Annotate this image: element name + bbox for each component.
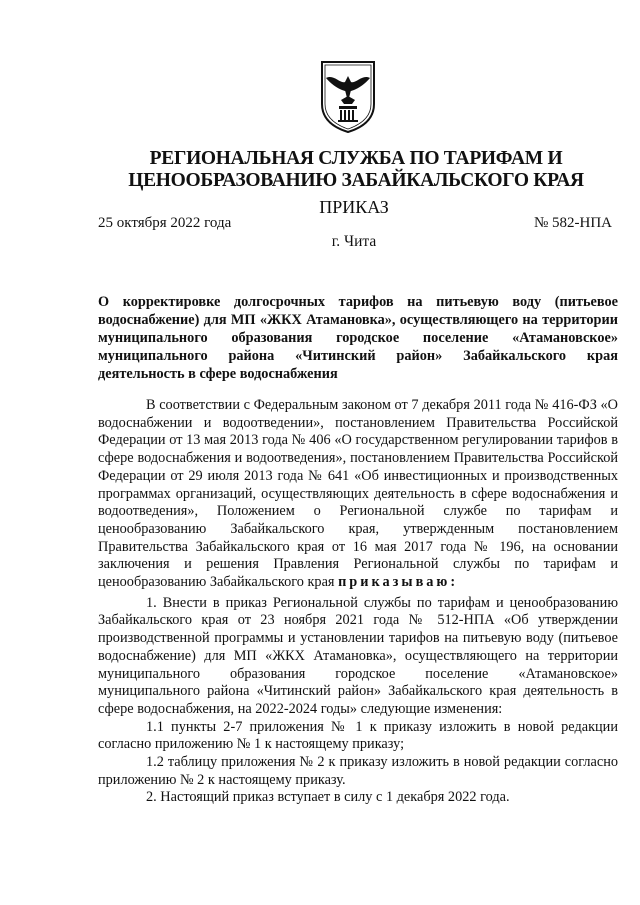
coat-of-arms-emblem	[318, 58, 378, 134]
document-body	[98, 397, 618, 807]
order-word: приказываю:	[338, 574, 459, 591]
order-item-1-2: 1.2 таблицу приложения № 2 к приказу изложить в новой редакции согласно приложению № 2 к настоящему приказу.	[98, 754, 618, 788]
document-number: № 582-НПА	[533, 215, 612, 231]
order-item-1-1: 1.1 пункты 2-7 приложения № 1 к приказу изложить в новой редакции согласно приложению № 1 к настоящему приказу;	[98, 718, 618, 753]
document-subject: О корректировке долгосрочных тарифов на питьевую воду (питьевое водоснабжение) для МП «ЖКХ Атамановка», осуществляющего на территории муниципального образования городское поселение «Атамановское» муниципального района «Читинский район» Забайкальского края деятельность в сфере водоснабжения	[98, 294, 618, 382]
preamble-text: В соответствии с Федеральным законом от 7 декабря 2011 года № 416-ФЗ «О водоснабжении и водоотведении», постановлением Правительства Российской Федерации от 13 мая 2013 года № 406 «О государственном регулировании тарифов в сфере водоснабжения и водоотведения», постановлением Правительства Российской Федерации от 29 июля 2013 года № 641 «Об инвестиционных и производственных программах организаций, осуществляющих деятельность в сфере водоснабжения и водоотведения», Положением о Региональной службе по тарифам и ценообразованию Забайкальского края, утвержденным постановлением Правительства Забайкальского края от 16 мая 2017 года № 196, на основании заключения и решения Правления Региональной службы по тарифам и ценообразованию Забайкальского края	[98, 397, 618, 591]
agency-name-line-2: ЦЕНООБРАЗОВАНИЮ ЗАБАЙКАЛЬСКОГО КРАЯ	[128, 170, 584, 191]
order-item-2: 2. Настоящий приказ вступает в силу с 1 декабря 2022 года.	[146, 789, 510, 806]
document-city: г. Чита	[331, 233, 377, 250]
document-date: 25 октября 2022 года	[98, 215, 232, 231]
agency-name	[100, 148, 612, 192]
document-type: ПРИКАЗ	[319, 197, 389, 217]
order-item-1: 1. Внести в приказ Региональной службы по тарифам и ценообразованию Забайкальского края от 23 ноября 2021 года № 512-НПА «Об утверждении производственной программы и установлении тарифов на питьевую воду (питьевое водоснабжение) для МП «ЖКХ Атамановка», осуществляющего на территории муниципального образования городское поселение «Атамановское» муниципального района «Читинский район» Забайкальского края деятельность в сфере водоснабжения, на 2022-2024 годы» следующие изменения:	[98, 594, 618, 717]
preamble-paragraph	[98, 397, 618, 592]
agency-name-line-1: РЕГИОНАЛЬНАЯ СЛУЖБА ПО ТАРИФАМ И	[149, 148, 563, 169]
